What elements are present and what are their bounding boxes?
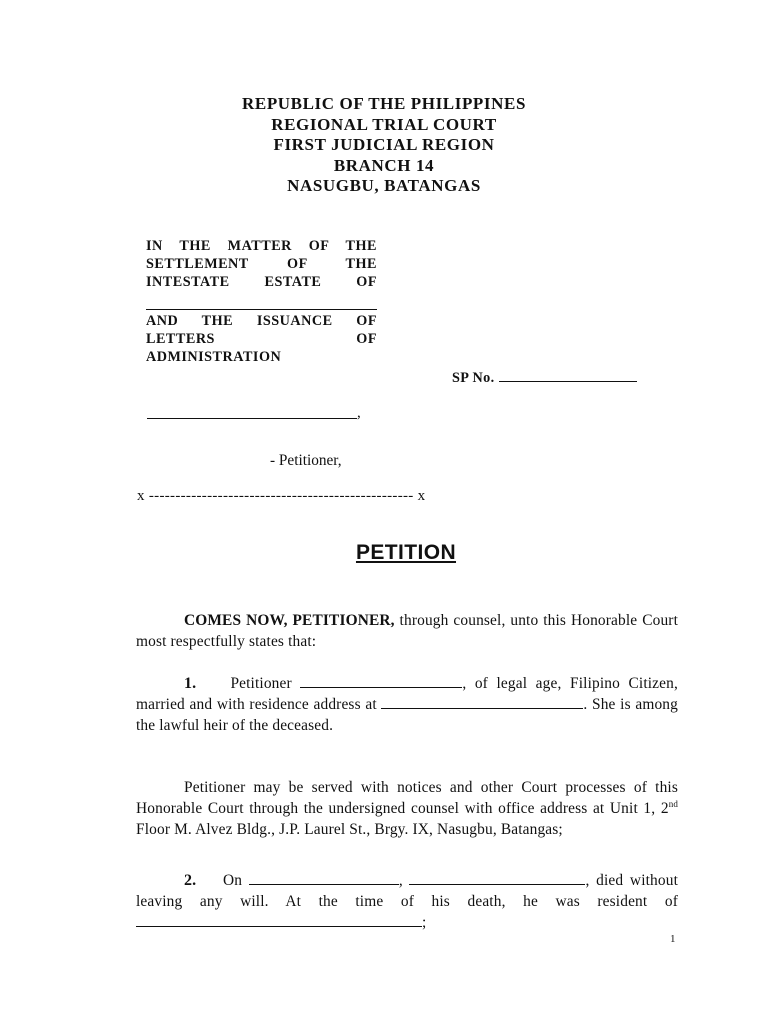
intro-text: through counsel, unto this Honorable Court most respectfully states that:	[136, 612, 678, 650]
petitioner-name-blank-2	[300, 675, 462, 688]
header-location: NASUGBU, BATANGAS	[287, 176, 481, 196]
page-number: 1	[670, 933, 676, 945]
petitioner-name-blank	[147, 402, 357, 419]
ordinal-suffix: nd	[668, 798, 678, 809]
decedent-name-blank-2	[409, 872, 585, 885]
header-branch: BRANCH 14	[333, 155, 435, 175]
court-header	[0, 94, 768, 197]
caption-line: INTESTATE ESTATE OF	[146, 274, 377, 291]
petitioner-label: - Petitioner,	[270, 452, 342, 469]
intro-bold: COMES NOW, PETITIONER,	[184, 612, 395, 629]
caption-line: SETTLEMENT OF THE	[146, 256, 377, 273]
caption-line: IN THE MATTER OF THE	[146, 238, 377, 254]
caption-line: AND THE ISSUANCE OF	[146, 312, 377, 329]
p2-text-a: Petitioner may be served with notices and other Court processes of this Honorable Court through the undersigned counsel with office address at Unit 1, 2	[136, 779, 678, 817]
p3-end: ;	[422, 913, 427, 931]
p3-sep: ,	[398, 872, 410, 889]
paragraph-number: 2.	[184, 872, 197, 889]
caption-divider: x -------------------------------------------------- x	[137, 488, 426, 504]
p3-text-a: On	[223, 872, 249, 889]
header-republic: REPUBLIC OF THE PHILIPPINES	[242, 94, 526, 113]
header-region: FIRST JUDICIAL REGION	[273, 135, 495, 155]
paragraph-2	[136, 871, 678, 933]
death-date-blank	[249, 872, 399, 885]
paragraph-number: 1.	[184, 675, 197, 692]
p1-text-c: . She is among the lawful heir of the deceased.	[136, 695, 678, 734]
case-caption	[146, 237, 377, 366]
caption-line: LETTERS OF	[146, 330, 377, 347]
residence-blank	[136, 914, 422, 927]
paragraph-service	[136, 778, 678, 840]
intro-paragraph	[136, 611, 678, 653]
caption-line: ADMINISTRATION	[146, 349, 282, 366]
sp-number-label: SP No.	[452, 370, 495, 386]
sp-number	[452, 369, 637, 387]
header-court: REGIONAL TRIAL COURT	[271, 114, 497, 134]
p1-text-b: , of legal age, Filipino Citizen, married and with residence address at	[136, 675, 678, 713]
p3-text-b: , died without leaving any will. At the time of his death, he was resident of	[136, 872, 679, 910]
p1-text-a: Petitioner	[230, 675, 301, 692]
petitioner-comma: ,	[357, 405, 361, 421]
decedent-name-blank	[146, 292, 377, 310]
paragraph-1	[136, 674, 678, 736]
residence-address-blank	[381, 696, 583, 709]
sp-number-blank	[499, 369, 637, 382]
document-title: PETITION	[355, 541, 457, 564]
p2-text-b: Floor M. Alvez Bldg., J.P. Laurel St., Brgy. IX, Nasugbu, Batangas;	[136, 820, 563, 838]
